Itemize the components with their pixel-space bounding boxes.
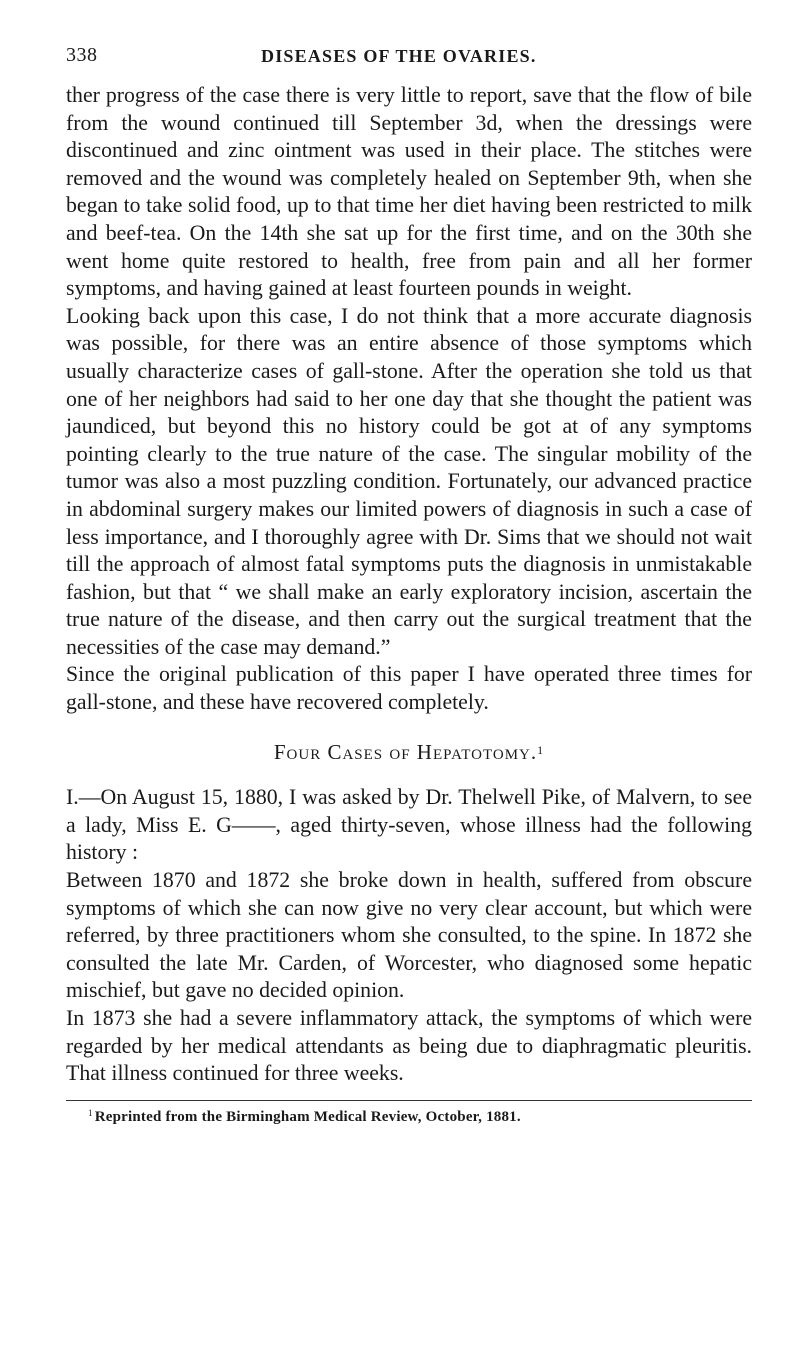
running-title: DISEASES OF THE OVARIES. xyxy=(261,46,537,66)
footnote-reference: 1 xyxy=(537,742,545,757)
page-number: 338 xyxy=(66,44,98,66)
running-head xyxy=(66,44,752,80)
footnote xyxy=(88,1109,752,1126)
paragraph: ther progress of the case there is very little to report, save that the flow of bile from the wound continued till September 3d, when the dressings were discontinued and zinc ointment was used in their place. The stitches were removed and the wound was completely healed on September 9th, when she began to take solid food, up to that time her diet having been restricted to milk and beef-tea. On the 14th she sat up for the first time, and on the 30th she went home quite restored to health, free from pain and all her former symptoms, and having gained at least fourteen pounds in weight. xyxy=(66,83,752,301)
footnote-text: Reprinted from the Birmingham Medical Review, October, 1881. xyxy=(94,1108,521,1125)
footnote-divider xyxy=(66,1100,752,1101)
paragraph: Since the original publication of this paper I have operated three times for gall-stone, and these have recovered completely. xyxy=(66,662,752,715)
paragraph: I.—On August 15, 1880, I was asked by Dr. Thelwell Pike, of Malvern, to see a lady, Miss E. G——, aged thirty-seven, whose illness had the following history : xyxy=(66,785,752,865)
book-page xyxy=(66,44,752,1126)
paragraph: Between 1870 and 1872 she broke down in health, suffered from obscure symptoms of which she can now give no very clear account, but which were referred, by three practitioners whom she consulted, to the spine. In 1872 she consulted the late Mr. Carden, of Worcester, who diagnosed some hepatic mischief, but gave no decided opinion. xyxy=(66,868,752,1003)
paragraph: Looking back upon this case, I do not think that a more accurate diagnosis was possible, for there was an entire absence of those symptoms which usually characterize cases of gall-stone. After the operation she told us that one of her neighbors had said to her one day that she thought the patient was jaundiced, but beyond this no history could be got at of any symptoms pointing clearly to the true nature of the case. The singular mobility of the tumor was also a most puzzling condition. Fortunately, our advanced practice in abdominal surgery makes our limited powers of diagnosis in such a case of less importance, and I thoroughly agree with Dr. Sims that we should not wait till the approach of almost fatal symptoms puts the diagnosis in unmistakable fashion, but that “ we shall make an early exploratory incision, ascertain the true nature of the disease, and then carry out the surgical treatment that the necessities of the case may demand.” xyxy=(66,303,752,659)
body-text xyxy=(66,82,752,1088)
footnote-marker: 1 xyxy=(88,1107,93,1118)
section-heading xyxy=(66,739,752,767)
paragraph: In 1873 she had a severe inflammatory attack, the symptoms of which were regarded by her medical attendants as being due to diaphragmatic pleuritis. That illness continued for three weeks. xyxy=(66,1006,752,1086)
section-heading-text: Four Cases of Hepatotomy. xyxy=(273,739,538,764)
